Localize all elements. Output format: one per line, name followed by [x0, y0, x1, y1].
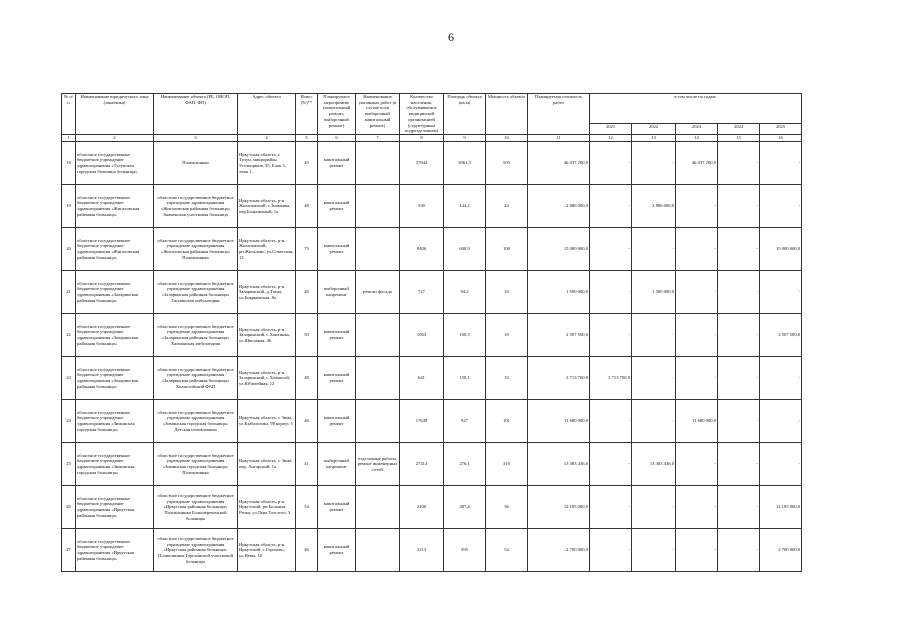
column-number: 16 [760, 135, 802, 142]
header-year: 2023 [676, 124, 718, 135]
cost-cell: 2 507 500,0 [528, 314, 590, 357]
cost-cell: 12 185 000,0 [528, 486, 590, 529]
cost-cell: 3 713 700,0 [528, 357, 590, 400]
table-row [62, 443, 802, 486]
cost-cell: 2 700 000,0 [528, 529, 590, 572]
year-2022-cell: 2 886 000,0 [632, 185, 676, 228]
capacity-cell: 10 [486, 271, 528, 314]
cost-cell: 13 383 436,0 [528, 443, 590, 486]
legal-entity-cell: областное государственное бюджетное учреждение здравоохранения «Заларинская районная больница» [76, 271, 154, 314]
area-cell: 150,1 [444, 357, 486, 400]
year-2021-cell: - [590, 443, 632, 486]
capacity-cell: 24 [486, 185, 528, 228]
table-body [62, 142, 802, 572]
wear-cell: 48 [296, 357, 318, 400]
planned-event-cell: капитальный ремонт [318, 357, 356, 400]
year-2025-cell: - [760, 185, 802, 228]
population-cell: 27414 [400, 443, 444, 486]
wear-cell: 54 [296, 486, 318, 529]
header-year: 2025 [760, 124, 802, 135]
row-number: 24 [62, 400, 76, 443]
legal-entity-cell: областное государственное бюджетное учреждение здравоохранения «Иркутская районная больница» [76, 529, 154, 572]
works-cell [356, 185, 400, 228]
year-2022-cell: - [632, 486, 676, 529]
header-address: Адрес объекта [238, 94, 296, 135]
area-cell: 144,2 [444, 185, 486, 228]
capacity-cell: 101 [486, 400, 528, 443]
year-2021-cell: - [590, 271, 632, 314]
object-name-cell: областное государственное бюджетное учреждение здравоохранения «Жигаловская районная больница» Поликлиника [154, 228, 238, 271]
year-2023-cell: - [676, 185, 718, 228]
object-name-cell: областное государственное бюджетное учреждение здравоохранения «Зиминская городская больница» Детская поликлиника [154, 400, 238, 443]
year-2024-cell: - [718, 357, 760, 400]
capacity-cell: 310 [486, 443, 528, 486]
area-cell: 100,3 [444, 314, 486, 357]
column-number: 12 [590, 135, 632, 142]
capacity-cell: 505 [486, 142, 528, 185]
year-2023-cell: - [676, 529, 718, 572]
cost-cell: 1 500 000,0 [528, 271, 590, 314]
capacity-cell: 10 [486, 314, 528, 357]
year-2025-cell: - [760, 400, 802, 443]
header-area: Площадь объекта (кв.м) [444, 94, 486, 135]
population-cell: 1063 [400, 314, 444, 357]
population-cell: 2113 [400, 529, 444, 572]
object-name-cell: областное государственное бюджетное учреждение здравоохранения «Жигаловская районная больница» Знаменская участковая больница [154, 185, 238, 228]
column-number: 1 [62, 135, 76, 142]
year-2023-cell: 11 600 000,0 [676, 400, 718, 443]
year-2023-cell: - [676, 228, 718, 271]
header-works: Наименование указанных работ (в случае если выборочный капитальный ремонт) [356, 94, 400, 135]
area-cell: 395 [444, 529, 486, 572]
row-number: 25 [62, 443, 76, 486]
table-row [62, 486, 802, 529]
year-2022-cell: - [632, 314, 676, 357]
table-row [62, 314, 802, 357]
column-number: 5 [296, 135, 318, 142]
year-2023-cell: - [676, 357, 718, 400]
legal-entity-cell: областное государственное бюджетное учреждение здравоохранения «Заларинская районная больница» [76, 357, 154, 400]
row-number: 20 [62, 228, 76, 271]
year-2024-cell: - [718, 228, 760, 271]
wear-cell: 46 [296, 400, 318, 443]
year-2023-cell: - [676, 271, 718, 314]
year-2021-cell: - [590, 228, 632, 271]
cost-cell: 2 886 000,0 [528, 185, 590, 228]
column-number: 15 [718, 135, 760, 142]
header-capacity: Мощность объекта [486, 94, 528, 135]
area-cell: 487,4 [444, 486, 486, 529]
area-cell: 600,9 [444, 228, 486, 271]
row-number: 19 [62, 185, 76, 228]
address-cell: Иркутская область, р-н Жигаловский, рп.Жигалово, ул.Советская, 13 [238, 228, 296, 271]
works-cell [356, 486, 400, 529]
row-number: 23 [62, 357, 76, 400]
wear-cell: 50 [296, 314, 318, 357]
table-row [62, 529, 802, 572]
works-cell [356, 400, 400, 443]
year-2022-cell: - [632, 357, 676, 400]
legal-entity-cell: областное государственное бюджетное учреждение здравоохранения «Жигаловская районная больница» [76, 228, 154, 271]
year-2024-cell: - [718, 271, 760, 314]
column-number: 10 [486, 135, 528, 142]
column-number: 4 [238, 135, 296, 142]
year-2025-cell: - [760, 142, 802, 185]
works-cell [356, 228, 400, 271]
table-row [62, 185, 802, 228]
address-cell: Иркутская область, р-н Заларинский, с.Хаихинка, ул.Школьная, 46 [238, 314, 296, 357]
capacity-cell: 36 [486, 486, 528, 529]
table-row [62, 357, 802, 400]
year-2025-cell: 2 700 000,0 [760, 529, 802, 572]
header-object-name: Наименование объекта (РБ, ОВОП, ФАП, ФП) [154, 94, 238, 135]
works-cell [356, 314, 400, 357]
legal-entity-cell: областное государственное бюджетное учреждение здравоохранения «Зиминская городская больница» [76, 443, 154, 486]
year-2021-cell: - [590, 486, 632, 529]
year-2022-cell: 1 500 000,0 [632, 271, 676, 314]
address-cell: Иркутская область, р-н Заларинский, с.Холмогой, ул.Юбилейная, 12 [238, 357, 296, 400]
works-cell [356, 142, 400, 185]
year-2022-cell: - [632, 228, 676, 271]
population-cell: 727 [400, 271, 444, 314]
wear-cell: 46 [296, 529, 318, 572]
works-cell [356, 529, 400, 572]
legal-entity-cell: областное государственное бюджетное учреждение здравоохранения «Заларинская районная больница» [76, 314, 154, 357]
year-2025-cell: 2 507 500,0 [760, 314, 802, 357]
year-2025-cell: - [760, 443, 802, 486]
repair-plan-table [61, 93, 802, 572]
row-number: 18 [62, 142, 76, 185]
planned-event-cell: капитальный ремонт [318, 529, 356, 572]
population-cell: 641 [400, 357, 444, 400]
address-cell: Иркутская область, г. Тулун, микрорайон Угольщиков, 35, Блок 3, этаж 1. [238, 142, 296, 185]
address-cell: Иркутская область, г. Зима, ул.Кыбальтика, 98 корпус 5 [238, 400, 296, 443]
object-name-cell: областное государственное бюджетное учреждение здравоохранения «Иркутская районная больница» Поликлиника Горохо́вской участковой больницы [154, 529, 238, 572]
population-cell: 37842 [400, 142, 444, 185]
header-year: 2021 [590, 124, 632, 135]
capacity-cell: 10 [486, 357, 528, 400]
header-year: 2022 [632, 124, 676, 135]
legal-entity-cell: областное государственное бюджетное учреждение здравоохранения «Тулунская городская больница больница» [76, 142, 154, 185]
column-number: 8 [400, 135, 444, 142]
column-number-row [62, 135, 802, 142]
capacity-cell: 100 [486, 228, 528, 271]
planned-event-cell: капитальный ремонт [318, 185, 356, 228]
population-cell: 2200 [400, 486, 444, 529]
works-cell [356, 357, 400, 400]
planned-event-cell: выборочный капремонт [318, 443, 356, 486]
year-2021-cell: - [590, 142, 632, 185]
year-2022-cell: - [632, 400, 676, 443]
capacity-cell: 54 [486, 529, 528, 572]
column-number: 3 [154, 135, 238, 142]
object-name-cell: областное государственное бюджетное учреждение здравоохранения «Заларинская районная больница» Холмогойский ФАП [154, 357, 238, 400]
header-year: 2024 [718, 124, 760, 135]
legal-entity-cell: областное государственное бюджетное учреждение здравоохранения «Зиминская городская больница» [76, 400, 154, 443]
object-name-cell: Поликлиника [154, 142, 238, 185]
population-cell: 9406 [400, 228, 444, 271]
year-2025-cell: 12 185 000,0 [760, 486, 802, 529]
population-cell: 17649 [400, 400, 444, 443]
address-cell: Иркутская область, р-н Жигаловский, с.Знаменка, пер.Больничный, 1а [238, 185, 296, 228]
address-cell: Иркутская область, р-н Заларинский, д.Тагна, ул.Бояркинская, 8а [238, 271, 296, 314]
column-number: 14 [676, 135, 718, 142]
planned-event-cell: капитальный ремонт [318, 142, 356, 185]
year-2021-cell: - [590, 529, 632, 572]
row-number: 26 [62, 486, 76, 529]
area-cell: 94,2 [444, 271, 486, 314]
planned-event-cell: выборочный капремонт [318, 271, 356, 314]
year-2025-cell: - [760, 271, 802, 314]
cost-cell: 11 600 000,0 [528, 400, 590, 443]
year-2025-cell: 15 000 000,0 [760, 228, 802, 271]
wear-cell: 41 [296, 443, 318, 486]
column-number: 6 [318, 135, 356, 142]
row-number: 22 [62, 314, 76, 357]
year-2024-cell: - [718, 314, 760, 357]
planned-event-cell: капитальный ремонт [318, 314, 356, 357]
object-name-cell: областное государственное бюджетное учреждение здравоохранения «Зиминская городская больница» Поликлиника [154, 443, 238, 486]
object-name-cell: областное государственное бюджетное учреждение здравоохранения «Заларинская районная больница» Хаихинская амбулатория [154, 314, 238, 357]
works-cell: ремонт фасада [356, 271, 400, 314]
planned-event-cell: капитальный ремонт [318, 400, 356, 443]
year-2022-cell: - [632, 529, 676, 572]
wear-cell: 48 [296, 271, 318, 314]
row-number: 21 [62, 271, 76, 314]
year-2021-cell: - [590, 400, 632, 443]
area-cell: 3061,5 [444, 142, 486, 185]
year-2024-cell: - [718, 400, 760, 443]
table-row [62, 271, 802, 314]
year-2021-cell: - [590, 185, 632, 228]
area-cell: 276,1 [444, 443, 486, 486]
page-number: 6 [448, 30, 454, 44]
object-name-cell: областное государственное бюджетное учреждение здравоохранения «Заларинская районная больница» Тагнинская амбулатория [154, 271, 238, 314]
year-2023-cell: - [676, 443, 718, 486]
year-2024-cell: - [718, 185, 760, 228]
legal-entity-cell: областное государственное бюджетное учреждение здравоохранения «Иркутская районная больница» [76, 486, 154, 529]
column-number: 13 [632, 135, 676, 142]
wear-cell: 45 [296, 142, 318, 185]
table-row [62, 142, 802, 185]
area-cell: 927 [444, 400, 486, 443]
row-number: 27 [62, 529, 76, 572]
planned-event-cell: капитальный ремонт [318, 228, 356, 271]
header-years-group: в том числе по годам: [590, 94, 802, 124]
address-cell: Иркутская область, р-н Иркутский, рп.Большая Речка, ул.Льва Толстого, 3 [238, 486, 296, 529]
year-2024-cell: - [718, 486, 760, 529]
column-number: 7 [356, 135, 400, 142]
header-legal-entity: Наименование юридического лица (заказчика) [76, 94, 154, 135]
year-2021-cell: - [590, 314, 632, 357]
year-2023-cell: - [676, 314, 718, 357]
column-number: 9 [444, 135, 486, 142]
year-2023-cell: 46 037 200,0 [676, 142, 718, 185]
cost-cell: 15 000 000,0 [528, 228, 590, 271]
year-2024-cell: - [718, 142, 760, 185]
object-name-cell: областное государственное бюджетное учреждение здравоохранения «Иркутская районная больница» Поликлиника Большереченской больницы [154, 486, 238, 529]
works-cell: отделочные работы, ремонт инженерных сетей [356, 443, 400, 486]
header-cost: Планируемая стоимость работ [528, 94, 590, 135]
address-cell: Иркутская область, р-н Иркутский, с.Горохово, ул.Невы, 10 [238, 529, 296, 572]
header-wear: Износ (%)** [296, 94, 318, 135]
year-2025-cell: - [760, 357, 802, 400]
column-number: 11 [528, 135, 590, 142]
planned-event-cell: капитальный ремонт [318, 486, 356, 529]
cost-cell: 46 037 200,0 [528, 142, 590, 185]
year-2023-cell: - [676, 486, 718, 529]
population-cell: 530 [400, 185, 444, 228]
table-row [62, 400, 802, 443]
wear-cell: 75 [296, 228, 318, 271]
legal-entity-cell: областное государственное бюджетное учреждение здравоохранения «Жигаловская районная больница» [76, 185, 154, 228]
column-number: 2 [76, 135, 154, 142]
year-2021-cell: 3 713 700,0 [590, 357, 632, 400]
address-cell: Иркутская область, г. Зима, пер. Ангарский, 1а [238, 443, 296, 486]
year-2024-cell: - [718, 443, 760, 486]
year-2024-cell: - [718, 529, 760, 572]
header-planned-event: Планируемое мероприятие (капитальный ремонт, выборочный ремонт) [318, 94, 356, 135]
year-2022-cell: 13 383 436,0 [632, 443, 676, 486]
year-2022-cell: - [632, 142, 676, 185]
table-row [62, 228, 802, 271]
wear-cell: 48 [296, 185, 318, 228]
header-population: Количество населения, обслуживаемое медицинской организацией (структурным подразделением) [400, 94, 444, 135]
header-num: № п/п [62, 94, 76, 135]
